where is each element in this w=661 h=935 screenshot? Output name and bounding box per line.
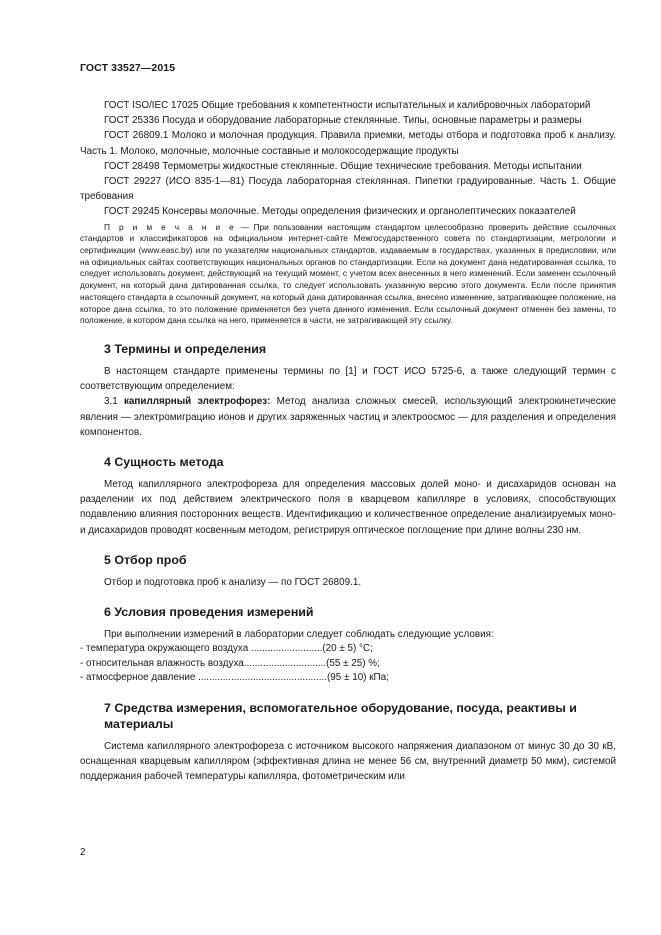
reference-note (80, 222, 616, 327)
section-4-title: 4 Сущность метода (104, 454, 224, 469)
term-definition (80, 394, 616, 440)
section-7-title: 7 Средства измерения, вспомогательное оборудование, посуда, реактивы и материалы (104, 700, 577, 731)
reference-item: ГОСТ 26809.1 Молоко и молочная продукция. Правила приемки, методы отбора и подготовка проб к анализу. Часть 1. Молоко, молочные, молочные составные и молокосодержащие продукты (80, 130, 616, 157)
section-7-text: Система капиллярного электрофореза с источником высокого напряжения диапазоном от минус 30 до 30 кВ, оснащенная кварцевым капилляром (эффективная длина не менее 56 см, внутренний диаметр 50 мкм), системой поддержания рабочей температуры капилляра, фотометрическим или (80, 740, 616, 783)
page-content (80, 98, 616, 785)
reference-item: ГОСТ 28498 Термометры жидкостные стеклянные. Общие технические требования. Методы испытании (104, 160, 582, 172)
condition-pressure: - атмосферное давление ...............................................(95 ± 10) кПа; (80, 672, 389, 684)
page-number: 2 (80, 847, 86, 858)
section-3-title: 3 Термины и определения (104, 341, 267, 356)
section-6-intro: При выполнении измерений в лаборатории следует соблюдать следующие условия: (104, 628, 494, 640)
note-label: П р и м е ч а н и е (104, 221, 236, 232)
section-3-intro: В настоящем стандарте применены термины по [1] и ГОСТ ИСО 5725-6, а также следующий термин с соответствующим определением: (80, 365, 616, 393)
section-5-title: 5 Отбор проб (104, 552, 187, 567)
reference-item: ГОСТ 29245 Консервы молочные. Методы определения физических и органолептических показателей (104, 206, 576, 218)
document-code: ГОСТ 33527—2015 (80, 62, 176, 74)
section-6-title: 6 Условия проведения измерений (104, 604, 314, 619)
section-5-text: Отбор и подготовка проб к анализу — по ГОСТ 26809.1. (104, 576, 362, 588)
reference-item: ГОСТ 25336 Посуда и оборудование лабораторные стеклянные. Типы, основные параметры и размеры (104, 115, 582, 127)
reference-item: ГОСТ ISO/IEC 17025 Общие требования к компетентности испытательных и калибровочных лабораторий (104, 100, 591, 111)
condition-temperature: - температура окружающего воздуха ..........................(20 ± 5) °С; (80, 643, 373, 655)
term-number: 3.1 (104, 396, 124, 408)
reference-item: ГОСТ 29227 (ИСО 835-1—81) Посуда лабораторная стеклянная. Пипетки градуированные. Часть 1. Общие требования (80, 176, 616, 203)
section-4-text: Метод капиллярного электрофореза для определения массовых долей моно- и дисахаридов основан на разделении их под действием электрического поля в кварцевом капилляре в условиях, способствующих подавлению влияния посторонних веществ. Идентификацию и количественное определение анализируемых моно- и дисахаридов проводят косвенным методом, регистрируя оптическое поглощение при длине волны 230 нм. (80, 478, 616, 536)
condition-humidity: - относительная влажность воздуха..............................(55 ± 25) %; (80, 657, 380, 669)
term-def: Метод анализа сложных смесей, использующий электрокинетические явления — электромиграцию ионов и других заряженных частиц и электроосмос — для разделения и определения компонентов. (80, 396, 616, 438)
note-text: — При пользовании настоящим стандартом целесообразно проверить действие ссылочных стандартов и классификаторов на официальном интернет-сайте Межгосударственного совета по стандартизации, метрологии и сертификации (www.easc.by) или по указателям национальных стандартов, издаваемым в государствах, указанных в предисловии, или на официальных сайтах соответствующих национальных органов по стандартизации. Если на документ дана недатированная ссылка, то следует использовать документ, действующий на текущий момент, с учетом всех внесенных в него изменений. Если заменен ссылочный документ, на который дана датированная ссылка, то следует использовать указанную версию этого документа. Если после принятия настоящего стандарта в ссылочный документ, на который дана датированная ссылка, внесено изменение, затрагивающее положение, на которое дана ссылка, то это положение применяется без учета данного изменения. Если ссылочный документ отменен без замены, то положение, в котором дана ссылка на него, применяется в части, не затрагивающей эту ссылку. (80, 221, 616, 326)
term-name: капиллярный электрофорез: (123, 396, 271, 408)
conditions-list (80, 642, 616, 686)
